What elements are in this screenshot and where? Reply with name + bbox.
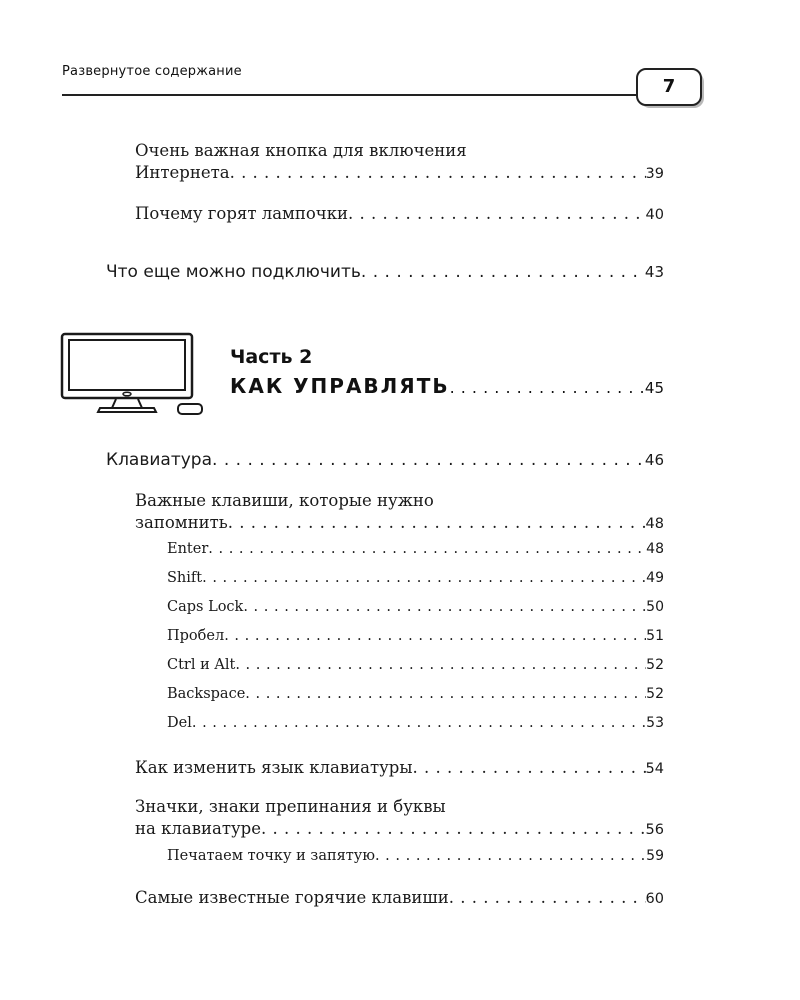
dot-leader <box>413 757 646 779</box>
toc-entry[interactable] <box>106 450 664 470</box>
toc-page-number: 40 <box>645 207 664 223</box>
dot-leader <box>449 887 646 909</box>
toc-subentry[interactable] <box>167 848 664 864</box>
monitor-icon <box>60 332 210 422</box>
toc-page-number: 39 <box>645 166 664 182</box>
toc-entry-title: запомнить <box>135 513 228 532</box>
toc-entry[interactable] <box>135 140 664 185</box>
toc-entry-title: Клавиатура <box>106 450 213 470</box>
toc-page-number: 60 <box>645 891 664 907</box>
toc-entry-title: Самые известные горячие клавиши <box>135 888 449 907</box>
page-number: 7 <box>636 68 702 106</box>
part-title: КАК УПРАВЛЯТЬ <box>230 374 450 398</box>
toc-page-number: 48 <box>645 516 664 532</box>
toc-entry-title: Пробел <box>167 628 225 644</box>
toc-entry-title: Важные клавиши, которые нужно <box>135 491 434 510</box>
dot-leader <box>212 450 645 470</box>
dot-leader <box>192 715 646 731</box>
toc-entry-title: на клавиатуре <box>135 819 261 838</box>
toc-entry-title: Caps Lock <box>167 599 244 615</box>
toc-page-number: 56 <box>645 822 664 838</box>
dot-leader <box>261 818 646 840</box>
toc-entry-title: Очень важная кнопка для включения <box>135 141 467 160</box>
toc-entry[interactable] <box>135 887 664 910</box>
running-header: Развернутое содержание <box>62 64 242 79</box>
toc-entry-title: Значки, знаки препинания и буквы <box>135 797 446 816</box>
toc-entry-title: Backspace <box>167 686 246 702</box>
part-title-entry[interactable] <box>230 374 664 398</box>
toc-entry-title: Интернета <box>135 163 230 182</box>
toc-subentry[interactable] <box>167 628 664 644</box>
dot-leader <box>348 203 646 225</box>
toc-page-number: 51 <box>646 628 664 644</box>
toc-page-number: 46 <box>644 451 664 469</box>
toc-entry[interactable] <box>135 490 664 535</box>
dot-leader <box>243 599 646 615</box>
toc-subentry[interactable] <box>167 686 664 702</box>
toc-page-number: 52 <box>646 657 664 673</box>
dot-leader <box>450 378 645 397</box>
toc-entry-title: Ctrl и Alt <box>167 657 236 673</box>
toc-subentry[interactable] <box>167 541 664 557</box>
toc-entry[interactable] <box>135 796 664 841</box>
toc-subentry[interactable] <box>167 570 664 586</box>
dot-leader <box>235 657 646 673</box>
header-rule <box>62 94 636 96</box>
toc-entry-title: Как изменить язык клавиатуры <box>135 758 413 777</box>
toc-entry-title: Shift <box>167 570 203 586</box>
dot-leader <box>224 628 646 644</box>
toc-subentry[interactable] <box>167 599 664 615</box>
toc-entry[interactable] <box>135 203 664 226</box>
toc-entry[interactable] <box>135 757 664 780</box>
toc-subentry[interactable] <box>167 715 664 731</box>
toc-entry-title: Почему горят лампочки <box>135 204 349 223</box>
toc-page-number: 54 <box>645 761 664 777</box>
dot-leader <box>361 262 645 282</box>
dot-leader <box>230 162 646 184</box>
toc-page-number: 49 <box>646 570 664 586</box>
toc-entry-title: Что еще можно подключить <box>106 262 361 282</box>
dot-leader <box>245 686 646 702</box>
toc-page-number: 48 <box>646 541 664 557</box>
part-number: Часть 2 <box>230 346 313 368</box>
toc-page-number: 59 <box>646 848 664 864</box>
toc-entry-title: Del <box>167 715 192 731</box>
toc-subentry[interactable] <box>167 657 664 673</box>
dot-leader <box>202 570 646 586</box>
toc-page-number: 53 <box>646 715 664 731</box>
toc-entry-title: Enter <box>167 541 209 557</box>
toc-page-number: 45 <box>644 379 664 397</box>
toc-page-number: 43 <box>644 263 664 281</box>
toc-page-number: 52 <box>646 686 664 702</box>
toc-entry[interactable] <box>106 262 664 282</box>
page-number-box <box>636 68 706 110</box>
toc-entry-title: Печатаем точку и запятую <box>167 848 375 864</box>
dot-leader <box>228 512 646 534</box>
dot-leader <box>375 848 646 864</box>
dot-leader <box>208 541 646 557</box>
toc-page-number: 50 <box>646 599 664 615</box>
